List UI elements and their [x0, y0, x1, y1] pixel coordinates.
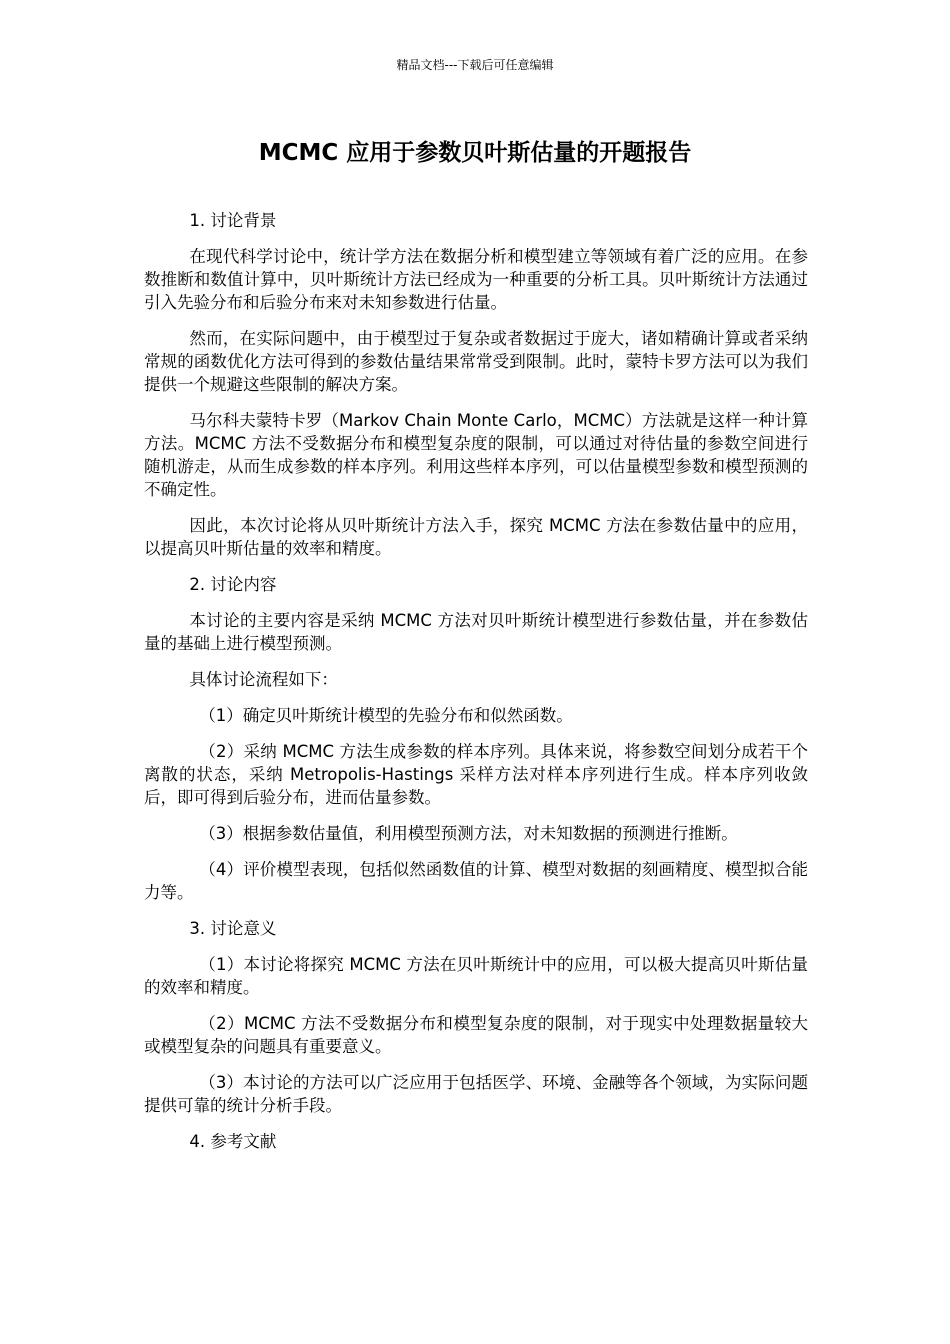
content-step-item: （1）确定贝叶斯统计模型的先验分布和似然函数。	[199, 706, 573, 725]
section-heading-background: 1. 讨论背景	[189, 211, 277, 230]
background-paragraph: 马尔科夫蒙特卡罗（Markov Chain Monte Carlo，MCMC）方法就是这样一种计算方法。MCMC 方法不受数据分布和模型复杂度的限制，可以通过对待估量的参数空间进行随机游走，从而生成参数的样本序列。利用这些样本序列，可以估量模型参数和模型预测的不确定性。	[144, 411, 808, 499]
page-header: 精品文档---下载后可任意编辑	[396, 58, 554, 72]
background-paragraph: 在现代科学讨论中，统计学方法在数据分析和模型建立等领域有着广泛的应用。在参数推断和数值计算中，贝叶斯统计方法已经成为一种重要的分析工具。贝叶斯统计方法通过引入先验分布和后验分布来对未知参数进行估量。	[144, 247, 808, 312]
section-heading-significance: 3. 讨论意义	[189, 919, 277, 938]
significance-point: （1）本讨论将探究 MCMC 方法在贝叶斯统计中的应用，可以极大提高贝叶斯估量的效率和精度。	[144, 955, 808, 997]
content-step-item: （2）采纳 MCMC 方法生成参数的样本序列。具体来说，将参数空间划分成若干个离散的状态，采纳 Metropolis-Hastings 采样方法对样本序列进行生成。样本序列收敛后，即可得到后验分布，进而估量参数。	[144, 742, 808, 807]
background-paragraph: 然而，在实际问题中，由于模型过于复杂或者数据过于庞大，诸如精确计算或者采纳常规的函数优化方法可得到的参数估量结果常常受到限制。此时，蒙特卡罗方法可以为我们提供一个规避这些限制的解决方案。	[144, 329, 808, 394]
section-heading-content: 2. 讨论内容	[189, 575, 277, 594]
document-title: MCMC 应用于参数贝叶斯估量的开题报告	[258, 140, 692, 166]
content-step-item: （3）根据参数估量值，利用模型预测方法，对未知数据的预测进行推断。	[199, 824, 738, 843]
significance-point: （2）MCMC 方法不受数据分布和模型复杂度的限制，对于现实中处理数据量较大或模型复杂的问题具有重要意义。	[144, 1014, 808, 1056]
content-flow-label: 具体讨论流程如下：	[189, 670, 338, 689]
background-paragraph: 因此，本次讨论将从贝叶斯统计方法入手，探究 MCMC 方法在参数估量中的应用，以提高贝叶斯估量的效率和精度。	[144, 516, 808, 558]
document-body	[144, 209, 808, 1166]
content-step-item: （4）评价模型表现，包括似然函数值的计算、模型对数据的刻画精度、模型拟合能力等。	[144, 860, 808, 902]
content-intro-paragraph: 本讨论的主要内容是采纳 MCMC 方法对贝叶斯统计模型进行参数估量，并在参数估量的基础上进行模型预测。	[144, 611, 808, 653]
significance-point: （3）本讨论的方法可以广泛应用于包括医学、环境、金融等各个领域，为实际问题提供可靠的统计分析手段。	[144, 1073, 808, 1115]
section-heading-references: 4. 参考文献	[189, 1132, 277, 1151]
